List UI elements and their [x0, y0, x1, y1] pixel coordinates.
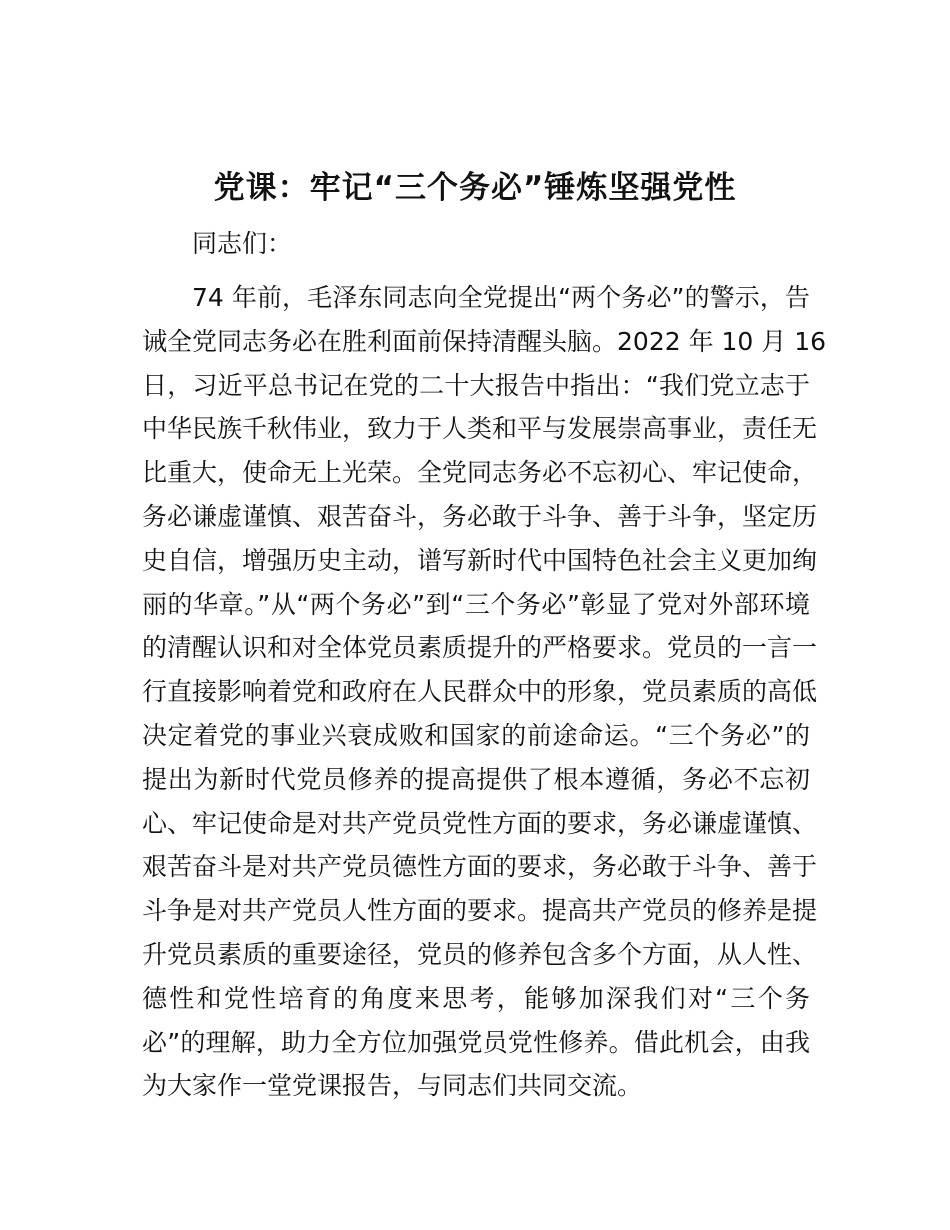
- paragraph-line: 决定着党的事业兴衰成败和国家的前途命运。“三个务必”的: [142, 720, 810, 750]
- paragraph-line: 史自信，增强历史主动，谱写新时代中国特色社会主义更加绚: [142, 545, 818, 575]
- paragraph-line: 行直接影响着党和政府在人民群众中的形象，党员素质的高低: [142, 677, 818, 707]
- paragraph-line: 日，习近平总书记在党的二十大报告中指出：“我们党立志于: [142, 370, 810, 400]
- paragraph-line: 比重大，使命无上光荣。全党同志务必不忘初心、牢记使命，: [142, 458, 818, 488]
- paragraph-line: 斗争是对共产党员人性方面的要求。提高共产党员的修养是提: [142, 896, 818, 926]
- paragraph-line: 德性和党性培育的角度来思考，能够加深我们对“三个务: [142, 983, 810, 1013]
- paragraph-line: 为大家作一堂党课报告，与同志们共同交流。: [142, 1071, 643, 1101]
- paragraph-line: 的清醒认识和对全体党员素质提升的严格要求。党员的一言一: [142, 633, 818, 663]
- paragraph-line: 74 年前，毛泽东同志向全党提出“两个务必”的警示，告: [192, 283, 810, 312]
- paragraph-line: 艰苦奋斗是对共产党员德性方面的要求，务必敢于斗争、善于: [142, 852, 818, 882]
- paragraph-line: 必”的理解，助力全方位加强党员党性修养。借此机会，由我: [142, 1027, 810, 1057]
- body-paragraph: [142, 276, 827, 1108]
- paragraph-line: 诫全党同志务必在胜利面前保持清醒头脑。2022 年 10 月 16: [142, 326, 827, 356]
- paragraph-line: 心、牢记使命是对共产党员党性方面的要求，务必谦虚谨慎、: [142, 808, 818, 838]
- paragraph-line: 丽的华章。”从“两个务必”到“三个务必”彰显了党对外部环境: [142, 589, 810, 619]
- paragraph-line: 升党员素质的重要途径，党员的修养包含多个方面，从人性、: [142, 939, 818, 969]
- page-title: 党课：牢记“三个务必”锤炼坚强党性: [213, 170, 737, 206]
- paragraph-line: 务必谦虚谨慎、艰苦奋斗，务必敢于斗争、善于斗争，坚定历: [142, 501, 818, 531]
- paragraph-line: 中华民族千秋伟业，致力于人类和平与发展崇高事业，责任无: [142, 414, 818, 444]
- greeting: 同志们：: [192, 229, 293, 258]
- paragraph-line: 提出为新时代党员修养的提高提供了根本遵循，务必不忘初: [142, 764, 810, 794]
